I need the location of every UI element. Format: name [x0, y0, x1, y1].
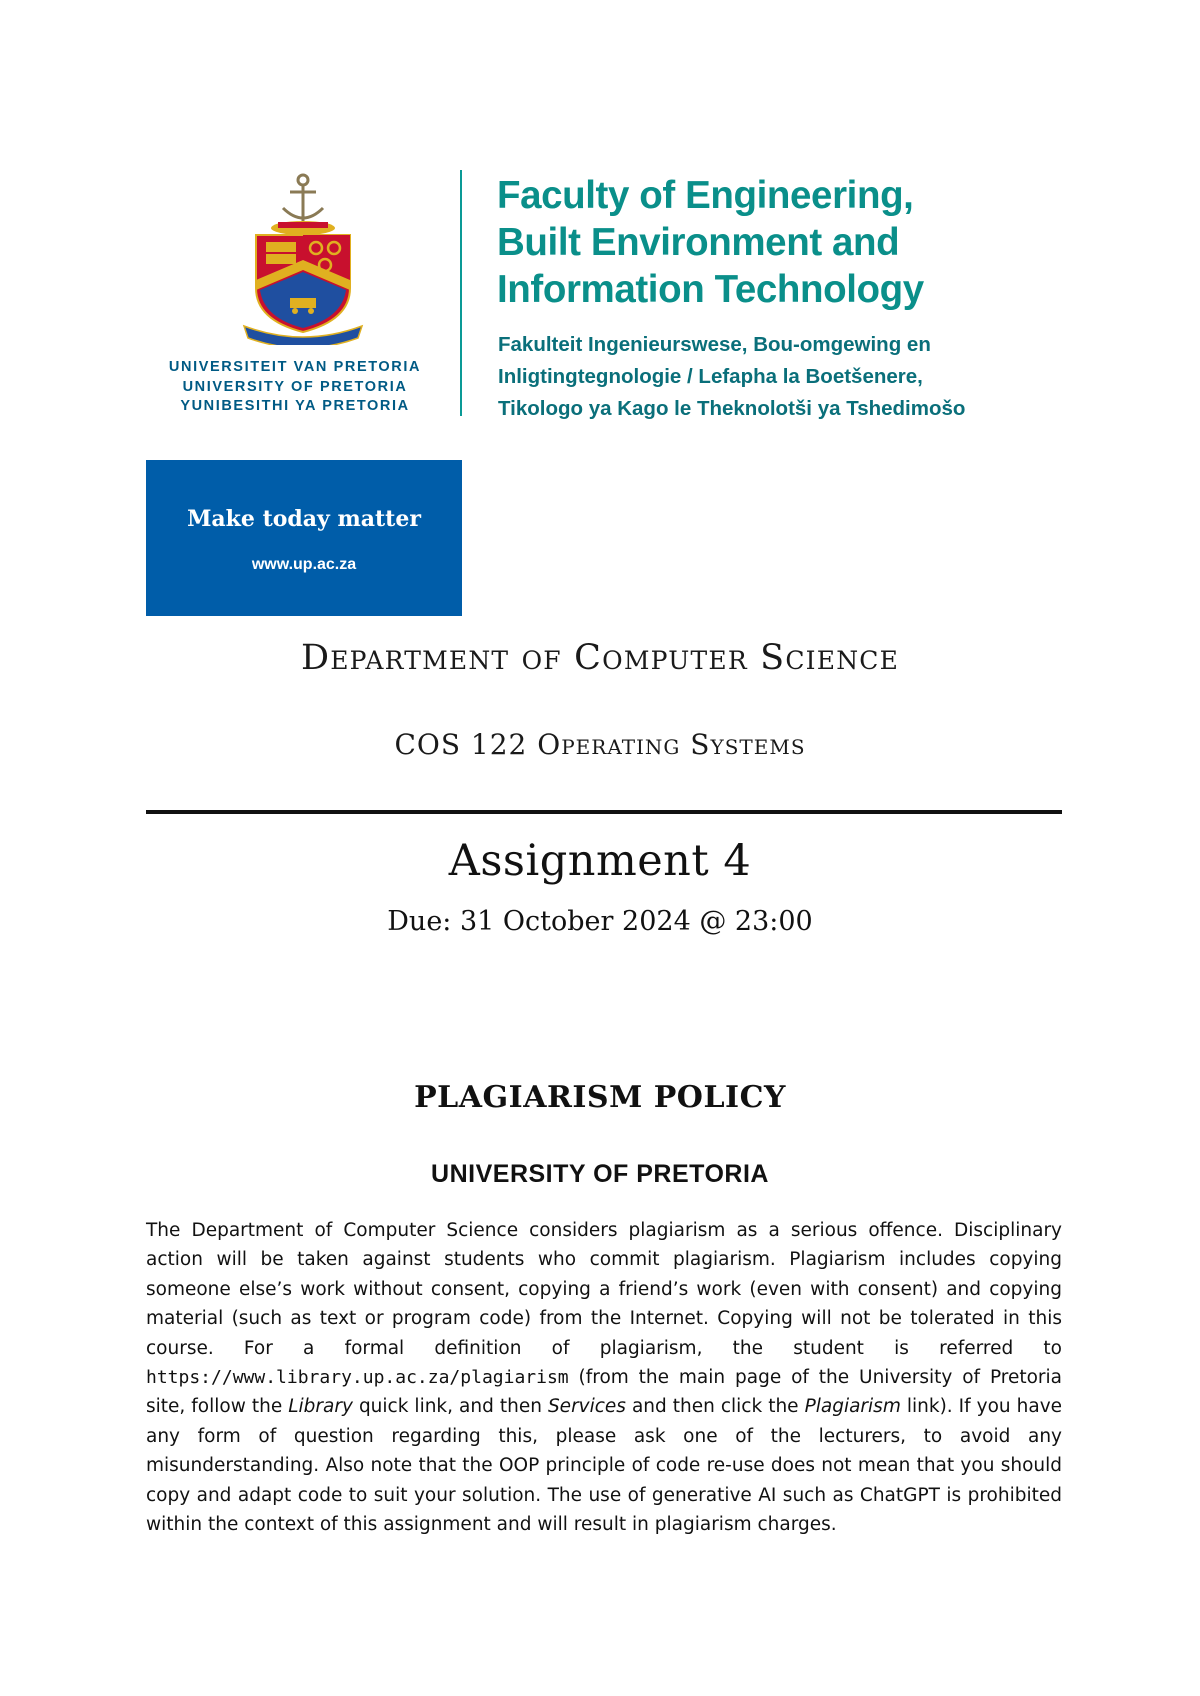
due-date: Due: 31 October 2024 @ 23:00 [387, 906, 813, 937]
assignment-title: Assignment 4 [448, 836, 752, 886]
policy-text-2: (from the main page of the University of Pretoria site, follow the [146, 1367, 1063, 1418]
faculty-line-1: Faculty of Engineering, [497, 174, 914, 217]
university-names [160, 358, 430, 417]
policy-paragraph [146, 1216, 1062, 1539]
faculty-line-2: Built Environment and [497, 221, 900, 264]
faculty-name-translations [498, 329, 965, 425]
make-today-matter-banner [146, 460, 462, 616]
university-name-nso: YUNIBESITHI YA PRETORIA [180, 398, 410, 414]
header-divider [460, 170, 462, 416]
faculty-name-main [497, 172, 924, 313]
faculty-sub-line-1: Fakulteit Ingenieurswese, Bou-omgewing en [498, 333, 931, 356]
services-link-name: Services [547, 1396, 626, 1418]
policy-heading: PLAGIARISM POLICY [414, 1080, 786, 1115]
policy-subheading: UNIVERSITY OF PRETORIA [431, 1160, 769, 1188]
policy-text-3: quick link, and then [358, 1396, 542, 1418]
banner-tagline: Make today matter [187, 506, 421, 532]
faculty-sub-line-2: Inligtingtegnologie / Lefapha la Boetšenere, [498, 365, 923, 388]
title-rule [146, 810, 1062, 814]
plagiarism-url-link[interactable]: https://www.library.up.ac.za/plagiarism [146, 1367, 569, 1389]
policy-text-4: and then click the [631, 1396, 799, 1418]
department-title: Department of Computer Science [300, 638, 900, 678]
plagiarism-link-name: Plagiarism [804, 1396, 901, 1418]
library-link-name: Library [288, 1396, 353, 1418]
university-name-en: UNIVERSITY OF PRETORIA [182, 378, 408, 395]
university-crest-logo [238, 170, 368, 345]
faculty-sub-line-3: Tikologo ya Kago le Theknolotši ya Tshedimošo [498, 397, 966, 420]
policy-text-1: The Department of Computer Science considers plagiarism as a serious offence. Disciplinary action will be taken against students who commit plagiarism. Plagiarism includes copying someone else’s work without consent, copying a friend’s work (even with consent) and copying material (such as text or program code) from the Internet. Copying will not be tolerated in this course. For a formal definition of plagiarism, the student is referred to [146, 1220, 1062, 1359]
banner-url: www.up.ac.za [251, 556, 357, 573]
policy-text-5: link). If you have any form of question regarding this, please ask one of the lecturers, to avoid any misunderstanding. Also note that the OOP principle of code re-use does not mean that you should copy and adapt code to suit your solution. The use of generative AI such as ChatGPT is prohibited within the context of this assignment and will result in plagiarism charges. [146, 1396, 1063, 1536]
faculty-line-3: Information Technology [497, 268, 924, 311]
course-title: COS 122 Operating Systems [394, 728, 806, 761]
university-name-af: UNIVERSITEIT VAN PRETORIA [168, 359, 422, 375]
